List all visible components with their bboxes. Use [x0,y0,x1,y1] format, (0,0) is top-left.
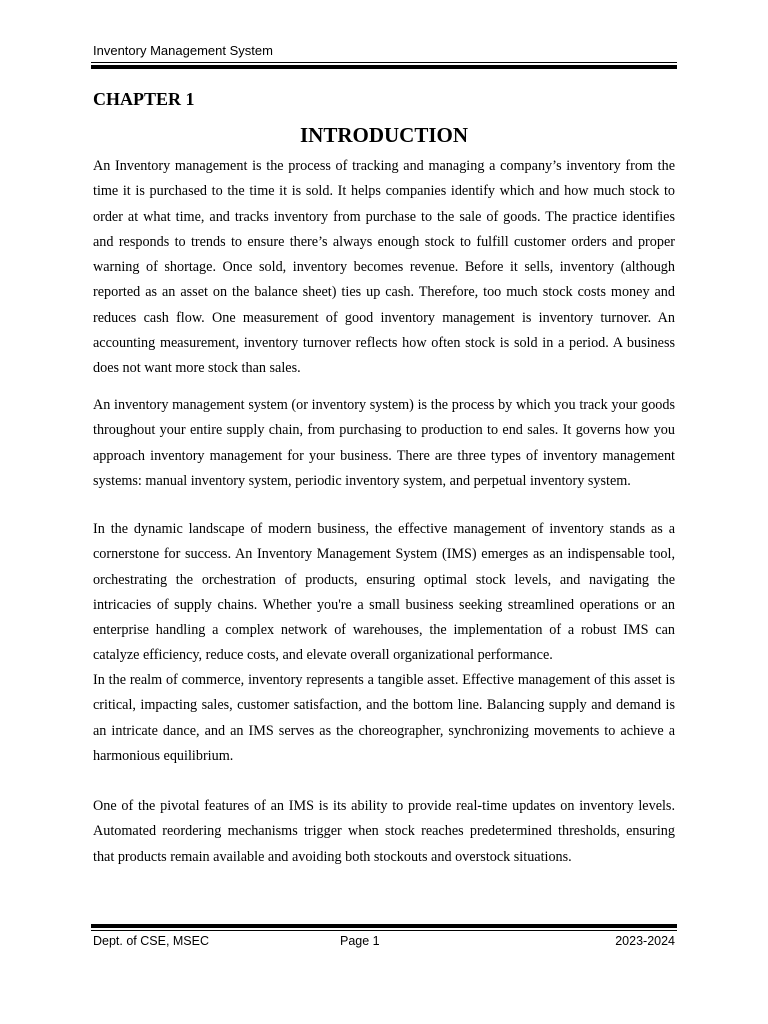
paragraph-3 [93,517,675,669]
header-rule-thick [91,65,677,69]
paragraph-text: In the realm of commerce, inventory represents a tangible asset. Effective management of this asset is critical, impacting sales, customer satisfaction, and the bottom line. Balancing supply and demand is an intricate dance, and an IMS serves as the choreographer, synchronizing movements to achieve a harmonious equilibrium. [93,672,675,764]
footer-year: 2023-2024 [615,934,675,948]
paragraph-5 [93,794,675,870]
chapter-label: CHAPTER 1 [93,89,195,109]
paragraph-text: In the dynamic landscape of modern business, the effective management of inventory stands as a cornerstone for success. An Inventory Management System (IMS) emerges as an indispensable tool, orchestrating the orchestration of products, ensuring optimal stock levels, and navigating the intricacies of supply chains. Whether you're a small business seeking streamlined operations or an enterprise handling a complex network of warehouses, the implementation of a robust IMS can catalyze efficiency, reduce costs, and elevate overall organizational performance. [93,521,675,664]
paragraph-4 [93,668,675,769]
footer-rule-thin [91,930,677,931]
footer-page-number: Page 1 [340,934,380,948]
header-rule-thin [91,62,677,63]
running-header: Inventory Management System [93,43,273,58]
page-footer [93,933,675,950]
paragraph-2 [93,393,675,494]
paragraph-text: One of the pivotal features of an IMS is its ability to provide real-time updates on inventory levels. Automated reordering mechanisms trigger when stock reaches predetermined thresholds, ensuring that products remain available and avoiding both stockouts and overstock situations. [93,798,675,865]
footer-rule-thick [91,924,677,928]
paragraph-1 [93,154,675,382]
footer-department: Dept. of CSE, MSEC [93,934,210,948]
paragraph-text: An inventory management system (or inventory system) is the process by which you track your goods throughout your entire supply chain, from purchasing to production to end sales. It governs how you approach inventory management for your business. There are three types of inventory management systems: manual inventory system, periodic inventory system, and perpetual inventory system. [93,397,675,489]
page-title: INTRODUCTION [299,123,469,147]
paragraph-text: An Inventory management is the process of tracking and managing a company’s inventory from the time it is purchased to the time it is sold. It helps companies identify which and how much stock to order at what time, and tracks inventory from purchase to the sale of goods. The practice identifies and responds to trends to ensure there’s always enough stock to fulfill customer orders and proper warning of shortage. Once sold, inventory becomes revenue. Before it sells, inventory (although reported as an asset on the balance sheet) ties up cash. Therefore, too much stock costs money and reduces cash flow. One measurement of good inventory management is inventory turnover. An accounting measurement, inventory turnover reflects how often stock is sold in a period. A business does not want more stock than sales. [93,158,675,377]
